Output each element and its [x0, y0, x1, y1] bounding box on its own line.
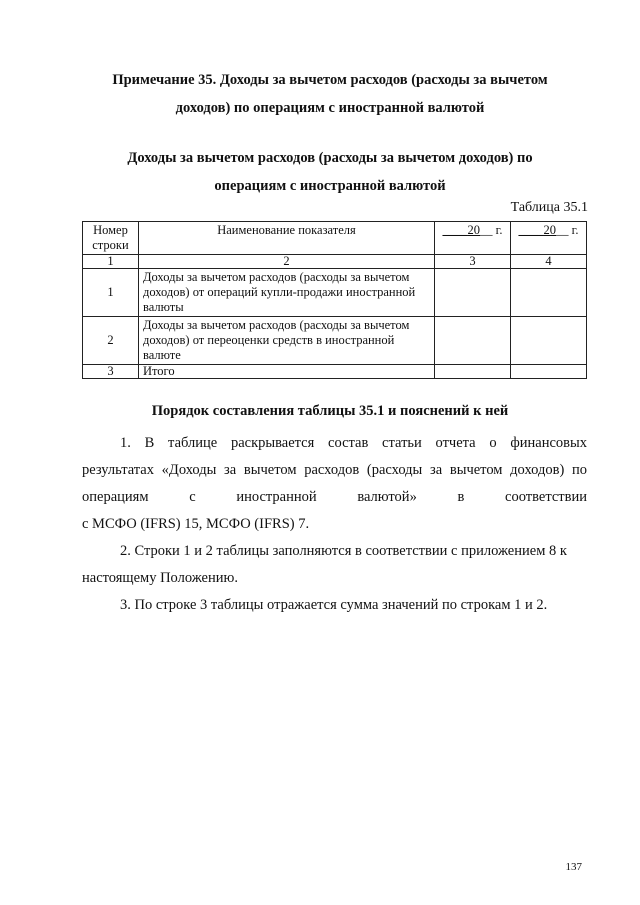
- table-heading: [70, 144, 590, 200]
- header-period-1-suffix: __ г.: [480, 223, 503, 237]
- row-value-period-1: [435, 269, 511, 317]
- numbering-cell: 4: [511, 255, 587, 269]
- data-table: [82, 221, 587, 379]
- row-indicator-name: Итого: [138, 365, 434, 379]
- row-indicator-name: Доходы за вычетом расходов (расходы за вычетом доходов) от операций купли-продажи иностранной валюты: [138, 269, 434, 317]
- row-number: 2: [83, 317, 139, 365]
- row-value-period-2: [511, 365, 587, 379]
- paragraph-1: [82, 430, 587, 538]
- procedure-heading: Порядок составления таблицы 35.1 и пояснений к ней: [151, 403, 509, 419]
- paragraph-2: 2. Строки 1 и 2 таблицы заполняются в соответствии с приложением 8 к настоящему Положению.: [82, 543, 567, 586]
- row-number: 3: [83, 365, 139, 379]
- header-period-2-suffix: __ г.: [556, 223, 579, 237]
- header-row-number: Номер строки: [83, 222, 139, 255]
- note-title-line-1: Примечание 35. Доходы за вычетом расходов (расходы за вычетом: [112, 72, 548, 88]
- note-title-line-2: доходов) по операциям с иностранной валютой: [175, 100, 485, 116]
- header-period-2-blank: ____: [518, 223, 544, 237]
- header-period-2: [511, 222, 587, 255]
- table-row: [83, 317, 587, 365]
- row-indicator-name: Доходы за вычетом расходов (расходы за вычетом доходов) от переоценки средств в иностранной валюте: [138, 317, 434, 365]
- table-row: [83, 269, 587, 317]
- paragraph-1-line-1: 1. В таблице раскрывается состав статьи отчета о финансовых: [120, 435, 587, 451]
- numbering-cell: 2: [138, 255, 434, 269]
- page-number: 137: [565, 861, 582, 873]
- numbering-cell: 3: [435, 255, 511, 269]
- header-period-1-year: 20: [467, 223, 481, 237]
- header-indicator-name: Наименование показателя: [138, 222, 434, 255]
- row-value-period-1: [435, 317, 511, 365]
- row-value-period-2: [511, 269, 587, 317]
- row-value-period-1: [435, 365, 511, 379]
- paragraph-1-line-4: с МСФО (IFRS) 15, МСФО (IFRS) 7.: [82, 516, 310, 532]
- row-number: 1: [83, 269, 139, 317]
- header-period-1-blank: ____: [442, 223, 468, 237]
- row-value-period-2: [511, 317, 587, 365]
- header-period-1: [435, 222, 511, 255]
- table-label: Таблица 35.1: [510, 200, 588, 215]
- table-row-total: [83, 365, 587, 379]
- table-heading-line-2: операциям с иностранной валютой: [214, 178, 446, 194]
- table-numbering-row: [83, 255, 587, 269]
- paragraph-1-line-3: операциям с иностранной валютой» в соответствии: [82, 489, 587, 505]
- table-header-row: [83, 222, 587, 255]
- header-period-2-year: 20: [543, 223, 557, 237]
- note-title: [70, 66, 590, 122]
- paragraph-1-line-2: результатах «Доходы за вычетом расходов (расходы за вычетом доходов) по: [82, 462, 587, 478]
- table-heading-line-1: Доходы за вычетом расходов (расходы за вычетом доходов) по: [127, 150, 533, 166]
- paragraph-3: 3. По строке 3 таблицы отражается сумма значений по строкам 1 и 2.: [120, 597, 548, 613]
- numbering-cell: 1: [83, 255, 139, 269]
